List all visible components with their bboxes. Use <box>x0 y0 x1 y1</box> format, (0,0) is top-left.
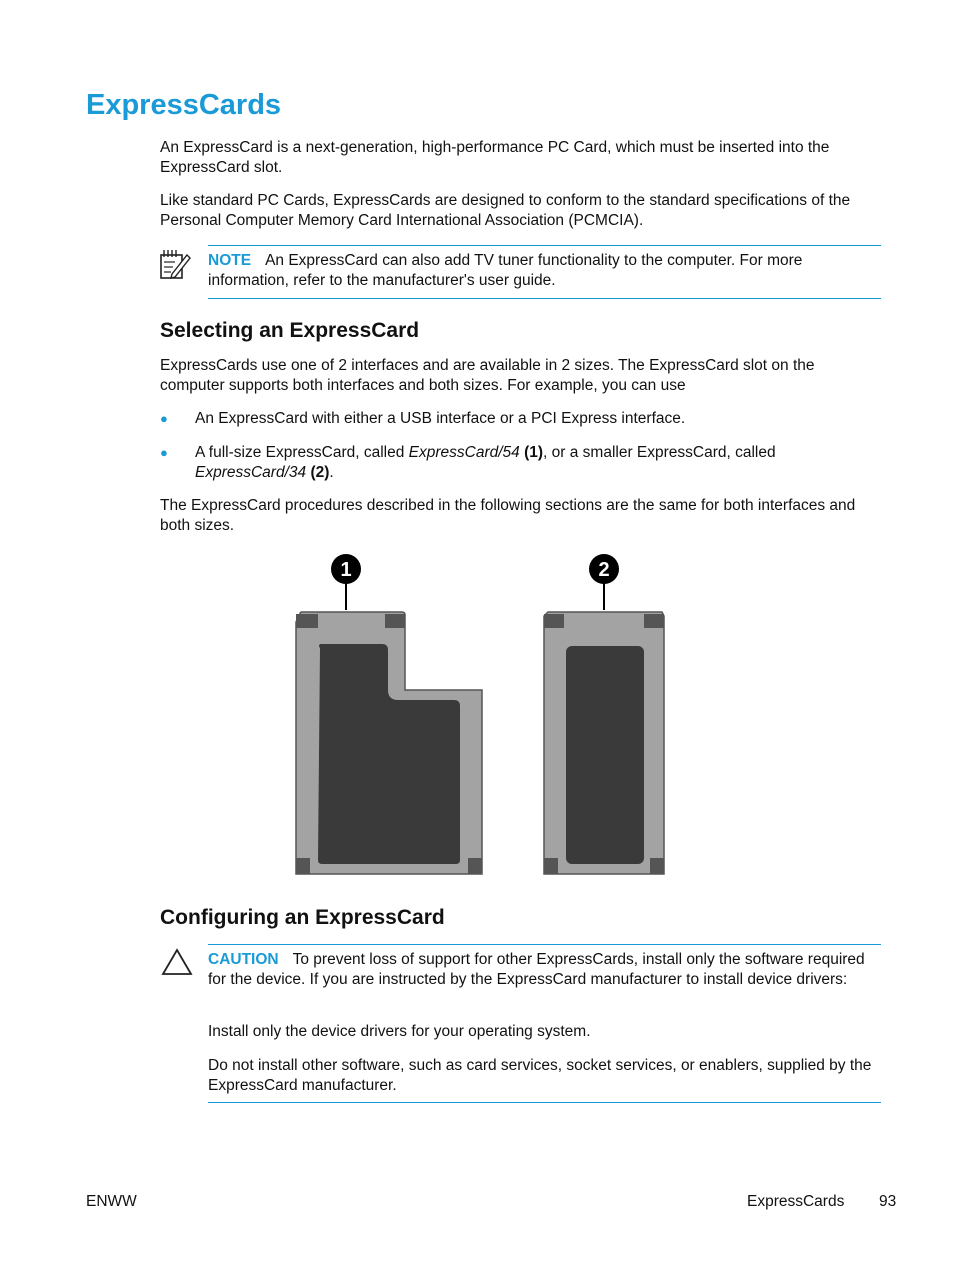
heading-configuring: Configuring an ExpressCard <box>160 906 445 929</box>
caution-line-1: Install only the device drivers for your operating system. <box>208 1023 591 1040</box>
footer-left: ENWW <box>86 1193 137 1210</box>
footer-section: ExpressCards <box>747 1193 845 1210</box>
bullet-2-part2: , or a smaller ExpressCard, called <box>543 444 776 461</box>
note-body: An ExpressCard can also add TV tuner functionality to the computer. For more information, refer to the manufacturer's user guide. <box>208 252 803 289</box>
caution-line-2: Do not install other software, such as card services, socket services, or enablers, supplied by the ExpressCard manufacturer. <box>208 1057 872 1094</box>
callout-1: 1 <box>340 559 352 581</box>
caution-top-rule <box>208 944 881 945</box>
note-icon <box>158 247 194 281</box>
caution-text <box>208 950 880 990</box>
intro-paragraph-2: Like standard PC Cards, ExpressCards are designed to conform to the standard specifications of the Personal Computer Memory Card International Association (PCMCIA). <box>160 192 851 229</box>
expresscard-illustration <box>290 552 670 878</box>
bullet-2-bold2: (2) <box>306 464 330 481</box>
bullet-marker-1: ● <box>160 411 168 426</box>
note-label: NOTE <box>208 252 252 269</box>
bullet-2-part1: A full-size ExpressCard, called <box>195 444 409 461</box>
page-number: 93 <box>879 1193 897 1210</box>
bullet-marker-2: ● <box>160 445 168 460</box>
bullet-item-2 <box>195 443 881 483</box>
bullet-2-part3: . <box>329 464 334 481</box>
bullet-2-italic2: ExpressCard/34 <box>195 464 307 481</box>
callout-2: 2 <box>598 559 610 581</box>
page-title: ExpressCards <box>86 89 282 121</box>
caution-label: CAUTION <box>208 951 279 968</box>
bullet-2-italic1: ExpressCard/54 <box>408 444 520 461</box>
heading-selecting: Selecting an ExpressCard <box>160 319 420 342</box>
selecting-outro: The ExpressCard procedures described in the following sections are the same for both interfaces and both sizes. <box>160 497 856 534</box>
note-bottom-rule <box>208 298 881 299</box>
intro-paragraph-1: An ExpressCard is a next-generation, high-performance PC Card, which must be inserted into the ExpressCard slot. <box>160 139 830 176</box>
note-top-rule <box>208 245 881 246</box>
bullet-2-bold1: (1) <box>519 444 544 461</box>
expresscard-54-card <box>296 612 482 874</box>
expresscard-34-card <box>544 612 664 874</box>
caution-bottom-rule <box>208 1102 881 1103</box>
selecting-intro: ExpressCards use one of 2 interfaces and are available in 2 sizes. The ExpressCard slot on the computer supports both interfaces and both sizes. For example, you can use <box>160 357 815 394</box>
caution-icon <box>161 948 193 976</box>
bullet-item-1: An ExpressCard with either a USB interface or a PCI Express interface. <box>195 410 686 427</box>
caution-body: To prevent loss of support for other ExpressCards, install only the software required for the device. If you are instructed by the ExpressCard manufacturer to install device drivers: <box>208 951 865 988</box>
note-text <box>208 251 880 291</box>
